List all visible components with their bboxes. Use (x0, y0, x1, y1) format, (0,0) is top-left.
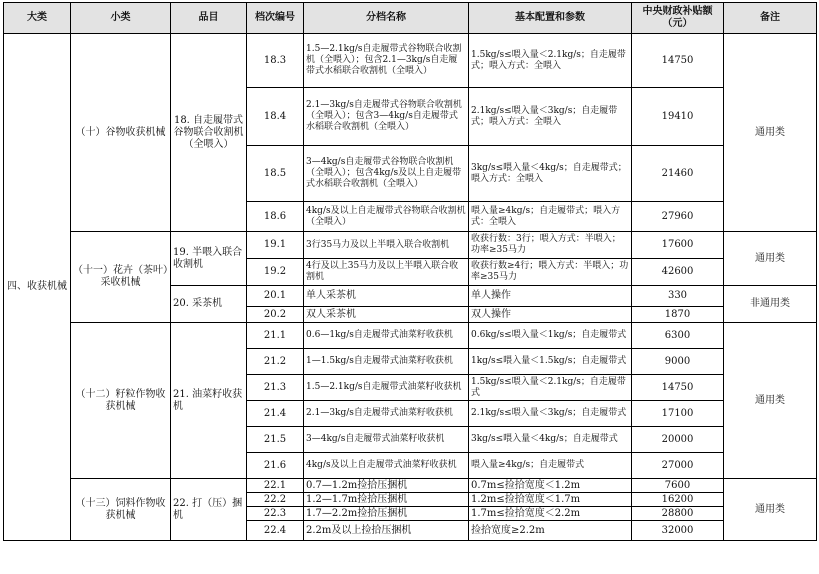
header-code: 档次编号 (247, 3, 304, 34)
name-cell: 0.6—1kg/s自走履带式油菜籽收获机 (304, 323, 469, 349)
header-item: 品目 (171, 3, 247, 34)
name-cell: 1.2—1.7m捡拾压捆机 (304, 493, 469, 507)
params-cell: 3kg/s≤喂入量＜4kg/s；自走履带式；喂入方式：全喂入 (469, 146, 632, 202)
params-cell: 1kg/s≤喂入量＜1.5kg/s；自走履带式 (469, 349, 632, 375)
subsidy-table (3, 2, 817, 541)
params-cell: 捡拾宽度≥2.2m (469, 521, 632, 541)
remark-cell: 通用类 (724, 232, 817, 286)
header-minor: 小类 (71, 3, 171, 34)
subsidy-cell: 32000 (632, 521, 724, 541)
params-cell: 0.6kg/s≤喂入量＜1kg/s；自走履带式 (469, 323, 632, 349)
header-name: 分档名称 (304, 3, 469, 34)
name-cell: 1—1.5kg/s自走履带式油菜籽收获机 (304, 349, 469, 375)
subsidy-cell: 27000 (632, 453, 724, 479)
subsidy-cell: 17100 (632, 401, 724, 427)
params-cell: 1.5kg/s≤喂入量＜2.1kg/s；自走履带式；喂入方式：全喂入 (469, 34, 632, 88)
params-cell: 收获行数：3行；喂入方式：半喂入；功率≥35马力 (469, 232, 632, 259)
minor-category-cell: （十二）籽粒作物收获机械 (71, 323, 171, 479)
code-cell: 18.3 (247, 34, 304, 88)
code-cell: 21.5 (247, 427, 304, 453)
header-subsidy: 中央财政补贴额（元） (632, 3, 724, 34)
name-cell: 1.5—2.1kg/s自走履带式油菜籽收获机 (304, 375, 469, 401)
subsidy-cell: 14750 (632, 34, 724, 88)
subsidy-cell: 7600 (632, 479, 724, 493)
remark-cell: 非通用类 (724, 286, 817, 323)
code-cell: 18.5 (247, 146, 304, 202)
minor-category-cell: （十三）饲料作物收获机械 (71, 479, 171, 541)
header-row (4, 3, 817, 34)
code-cell: 21.4 (247, 401, 304, 427)
params-cell: 喂入量≥4kg/s；自走履带式 (469, 453, 632, 479)
remark-cell: 通用类 (724, 34, 817, 232)
subsidy-cell: 19410 (632, 88, 724, 146)
header-params: 基本配置和参数 (469, 3, 632, 34)
subsidy-cell: 27960 (632, 202, 724, 232)
params-cell: 0.7m≤捡拾宽度＜1.2m (469, 479, 632, 493)
name-cell: 4kg/s及以上自走履带式谷物联合收割机（全喂入） (304, 202, 469, 232)
code-cell: 19.1 (247, 232, 304, 259)
subsidy-cell: 1870 (632, 307, 724, 323)
table-row (4, 479, 817, 493)
subsidy-cell: 20000 (632, 427, 724, 453)
code-cell: 20.1 (247, 286, 304, 307)
minor-category-cell: （十一）花卉（茶叶）采收机械 (71, 232, 171, 323)
name-cell: 2.1—3kg/s自走履带式油菜籽收获机 (304, 401, 469, 427)
code-cell: 22.4 (247, 521, 304, 541)
subsidy-cell: 17600 (632, 232, 724, 259)
subsidy-cell: 330 (632, 286, 724, 307)
code-cell: 22.1 (247, 479, 304, 493)
name-cell: 3—4kg/s自走履带式谷物联合收割机（全喂入）；包含4kg/s及以上自走履带式水稻联合收割机（全喂入） (304, 146, 469, 202)
params-cell: 2.1kg/s≤喂入量＜3kg/s；自走履带式 (469, 401, 632, 427)
header-major: 大类 (4, 3, 71, 34)
code-cell: 22.3 (247, 507, 304, 521)
name-cell: 1.5—2.1kg/s自走履带式谷物联合收割机（全喂入）；包含2.1—3kg/s自走履带式水稻联合收割机（全喂入） (304, 34, 469, 88)
params-cell: 2.1kg/s≤喂入量＜3kg/s；自走履带式；喂入方式：全喂入 (469, 88, 632, 146)
code-cell: 21.1 (247, 323, 304, 349)
code-cell: 22.2 (247, 493, 304, 507)
subsidy-cell: 21460 (632, 146, 724, 202)
subsidy-cell: 16200 (632, 493, 724, 507)
params-cell: 收获行数≥4行；喂入方式：半喂入；功率≥35马力 (469, 259, 632, 286)
params-cell: 1.5kg/s≤喂入量＜2.1kg/s；自走履带式 (469, 375, 632, 401)
code-cell: 18.4 (247, 88, 304, 146)
params-cell: 1.7m≤捡拾宽度＜2.2m (469, 507, 632, 521)
code-cell: 20.2 (247, 307, 304, 323)
item-cell: 18. 自走履带式谷物联合收割机（全喂入） (171, 34, 247, 232)
name-cell: 4行及以上35马力及以上半喂入联合收割机 (304, 259, 469, 286)
subsidy-cell: 14750 (632, 375, 724, 401)
params-cell: 1.2m≤捡拾宽度＜1.7m (469, 493, 632, 507)
item-cell: 20. 采茶机 (171, 286, 247, 323)
name-cell: 3—4kg/s自走履带式油菜籽收获机 (304, 427, 469, 453)
item-cell: 21. 油菜籽收获机 (171, 323, 247, 479)
subsidy-cell: 6300 (632, 323, 724, 349)
name-cell: 1.7—2.2m捡拾压捆机 (304, 507, 469, 521)
name-cell: 2.2m及以上捡拾压捆机 (304, 521, 469, 541)
table-row (4, 232, 817, 259)
params-cell: 喂入量≥4kg/s；自走履带式；喂入方式：全喂入 (469, 202, 632, 232)
major-category-cell: 四、收获机械 (4, 34, 71, 541)
name-cell: 双人采茶机 (304, 307, 469, 323)
item-cell: 22. 打（压）捆机 (171, 479, 247, 541)
subsidy-cell: 28800 (632, 507, 724, 521)
table-row (4, 323, 817, 349)
params-cell: 双人操作 (469, 307, 632, 323)
remark-cell: 通用类 (724, 479, 817, 541)
remark-cell: 通用类 (724, 323, 817, 479)
subsidy-cell: 9000 (632, 349, 724, 375)
table-row (4, 34, 817, 88)
name-cell: 单人采茶机 (304, 286, 469, 307)
code-cell: 21.6 (247, 453, 304, 479)
code-cell: 19.2 (247, 259, 304, 286)
name-cell: 2.1—3kg/s自走履带式谷物联合收割机（全喂入）；包含3—4kg/s自走履带式水稻联合收割机（全喂入） (304, 88, 469, 146)
header-remark: 备注 (724, 3, 817, 34)
name-cell: 3行35马力及以上半喂入联合收割机 (304, 232, 469, 259)
name-cell: 0.7—1.2m捡拾压捆机 (304, 479, 469, 493)
item-cell: 19. 半喂入联合收割机 (171, 232, 247, 286)
code-cell: 21.3 (247, 375, 304, 401)
code-cell: 21.2 (247, 349, 304, 375)
params-cell: 单人操作 (469, 286, 632, 307)
minor-category-cell: （十）谷物收获机械 (71, 34, 171, 232)
name-cell: 4kg/s及以上自走履带式油菜籽收获机 (304, 453, 469, 479)
subsidy-cell: 42600 (632, 259, 724, 286)
params-cell: 3kg/s≤喂入量＜4kg/s；自走履带式 (469, 427, 632, 453)
code-cell: 18.6 (247, 202, 304, 232)
